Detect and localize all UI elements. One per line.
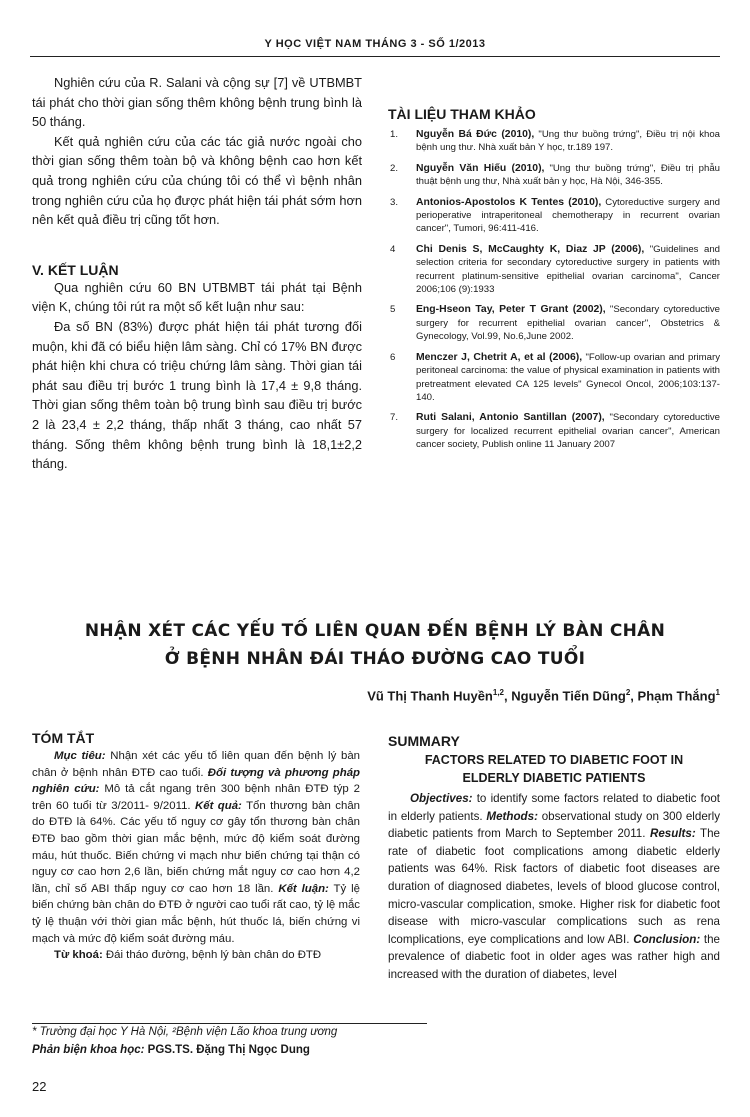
body-paragraph: Nghiên cứu của R. Salani và cộng sự [7] về UTBMBT tái phát cho thời gian sống thêm không bệnh trung bình là 50 tháng. [32,75,362,130]
body-paragraph: Kết quả nghiên cứu của các tác giả nước ngoài cho thời gian sống thêm toàn bộ và không bệnh cao hơn kết quả trong nghiên cứu của chúng tôi có thể vì bệnh nhân trong nghiên cứu của họ được phát hiện tái phát sớm hơn nên kết quả điều trị cũng tốt hơn. [32,133,362,228]
body-paragraph: Đa số BN (83%) được phát hiện tái phát tương đối muộn, khi đã có biểu hiện lâm sàng. Chỉ có 17% BN được phát hiện khi chưa có triệu chứng lâm sàng. Thời gian tái phát sau điều trị bước 1 trung bình là 17,4 ± 9,8 tháng. Thời gian sống thêm toàn bộ trung bình sau điều trị bước 2 là 23,4 ± 2,2 tháng, thấp nhất 3 tháng, cao nhất 57 tháng. Sống thêm không bệnh trung bình là 18,1±2,2 tháng. [32,318,362,472]
reference-item: 3. Antonios-Apostolos K Tentes (2010), Cytoreductive surgery and perioperative intraperitoneal chemotherapy in recurrent ovarian cancer", Tumori, 96:411-416. [390,196,720,235]
reference-list [388,128,720,452]
summary-en-column [388,733,720,984]
author-line: Vũ Thị Thanh Huyền$^{1,2}$, Nguyễn Tiến Dũng$^2$, Phạm Thắng$^1$ [367,688,720,704]
author-affiliation: 2 [625,688,631,697]
journal-header: Y HỌC VIỆT NAM THÁNG 3 - SỐ 1/2013 [264,38,486,50]
section-heading-conclusion: V. KẾT LUẬN [32,261,119,278]
reference-item: 1. Nguyễn Bá Đức (2010), "Ung thư buồng trứng", Điều trị nội khoa bệnh ung thư. Nhà xuất bản Y học, tr.189 197. [390,129,720,154]
abstract-paragraph: Mục tiêu: Nhận xét các yếu tố liên quan đến bệnh lý bàn chân ở bệnh nhân ĐTĐ cao tuổi. Đối tượng và phương pháp nghiên cứu: Mô tả cắt ngang trên 300 bệnh nhân ĐTĐ týp 2 trên 60 tuổi từ 3/2011- 9/2011. Kết quả: Tổn thương bàn chân do ĐTĐ là 64%. Các yếu tố nguy cơ gây tổn thương bàn chân ĐTĐ bao gồm thời gian mắc bệnh, mức độ kiểm soát đường máu, hút thuốc. Biến chứng vi mạch như biến chứng tại thận có nguy cơ cao hơn 2,6 lần, biến chứng mắt nguy cơ cao hơn 4,2 lần, chỉ số ABI thấp nguy cơ cao hơn 18 lần. Kết luận: Tỷ lệ biến chứng bàn chân do ĐTĐ ở người cao tuổi rất cao, tỷ lệ mắc tỷ lệ thuận với thời gian mắc bệnh, hút thuốc lá, biến chứng vi mạch và mức độ kiểm soát đường máu. [32,750,361,945]
reference-item: 4 Chi Denis S, McCaughty K, Diaz JP (2006), "Guidelines and selection criteria for secondary cytoreductive surgery in patients with recurrent platinum-sensitive epithelial ovarian carcinoma", Cancer 2006;106 (9):1933 [390,243,720,296]
article-title-line: NHẬN XÉT CÁC YẾU TỐ LIÊN QUAN ĐẾN BỆNH LÝ BÀN CHÂN [84,621,666,641]
author-name: Nguyễn Tiến Dũng [511,688,626,704]
article-title [40,617,710,673]
section-heading-summary: SUMMARY [388,733,460,749]
reference-item: 6 Menczer J, Chetrit A, et al (2006), "Follow-up ovarian and primary peritoneal carcinoma: the value of physical examination in patients with pretreatment elevated CA 125 levels" Gynecol Oncol, 2006;103:137-140. [390,351,720,403]
references-column [388,106,720,459]
author-name: Phạm Thắng [637,688,716,704]
abstract-vi-column [32,730,360,964]
article-title-line: Ở BỆNH NHÂN ĐÁI THÁO ĐƯỜNG CAO TUỔI [164,649,586,669]
reference-item: 7. Ruti Salani, Antonio Santillan (2007), "Secondary cytoreductive surgery for localized recurrent epithelial ovarian cancer", American cancer society, Publish online 11 January 2007 [390,412,720,451]
page-number: 22 [32,1079,47,1094]
body-paragraph: Qua nghiên cứu 60 BN UTBMBT tái phát tại Bệnh viện K, chúng tôi rút ra một số kết luận như sau: [32,279,362,315]
prev-article-left-column [32,73,362,474]
reference-item: 5 Eng-Hseon Tay, Peter T Grant (2002), "Secondary cytoreductive surgery for recurrent epithelial ovarian cancer", Obstetrics & Gynecology, Vol.99, No.6,June 2002. [390,304,720,343]
keywords: Từ khoá: Đái tháo đường, bệnh lý bàn chân do ĐTĐ [54,949,322,962]
footnote-reviewer: Phản biện khoa học: PGS.TS. Đặng Thị Ngọc Dung [32,1044,310,1056]
section-heading-references: TÀI LIỆU THAM KHẢO [388,106,536,122]
footnote-rule [32,1023,427,1024]
section-heading-abstract: TÓM TẮT [32,730,95,746]
reference-item: 2. Nguyễn Văn Hiếu (2010), "Ung thư buồng trứng", Điều trị phẫu thuật bệnh ung thư, Nhà xuất bản y học, Hà Nội, 346-355. [390,162,720,188]
author-affiliation: 1,2 [492,688,504,697]
footnote-affiliations: * Trường đại học Y Hà Nội, ²Bệnh viện Lão khoa trung ương [32,1026,338,1038]
author-affiliation: 1 [715,688,720,697]
header-rule [30,56,720,57]
summary-title-line: ELDERLY DIABETIC PATIENTS [462,771,646,785]
summary-paragraph: Objectives: to identify some factors related to diabetic foot in elderly patients. Methods: observational study on 300 elderly diabetic patients from March to September 2011. Results: The rate of diabetic foot complications among diabetic elderly patients was 64%. Risk factors of diabetic foot diseases are duration of diagnosed diabetes, levels of blood glucose control, micro-vascular complication, smoke. Higher risk for diabetic foot disease with micro-vascular complications such as rena lcomplications, eye complications and low ABI. Conclusion: the prevalence of diabetic foot in older ages was rather high and increased with the duration of diabetes, level [388,792,721,981]
summary-title-line: FACTORS RELATED TO DIABETIC FOOT IN [424,753,684,767]
author-name: Vũ Thị Thanh Huyền [367,688,493,704]
